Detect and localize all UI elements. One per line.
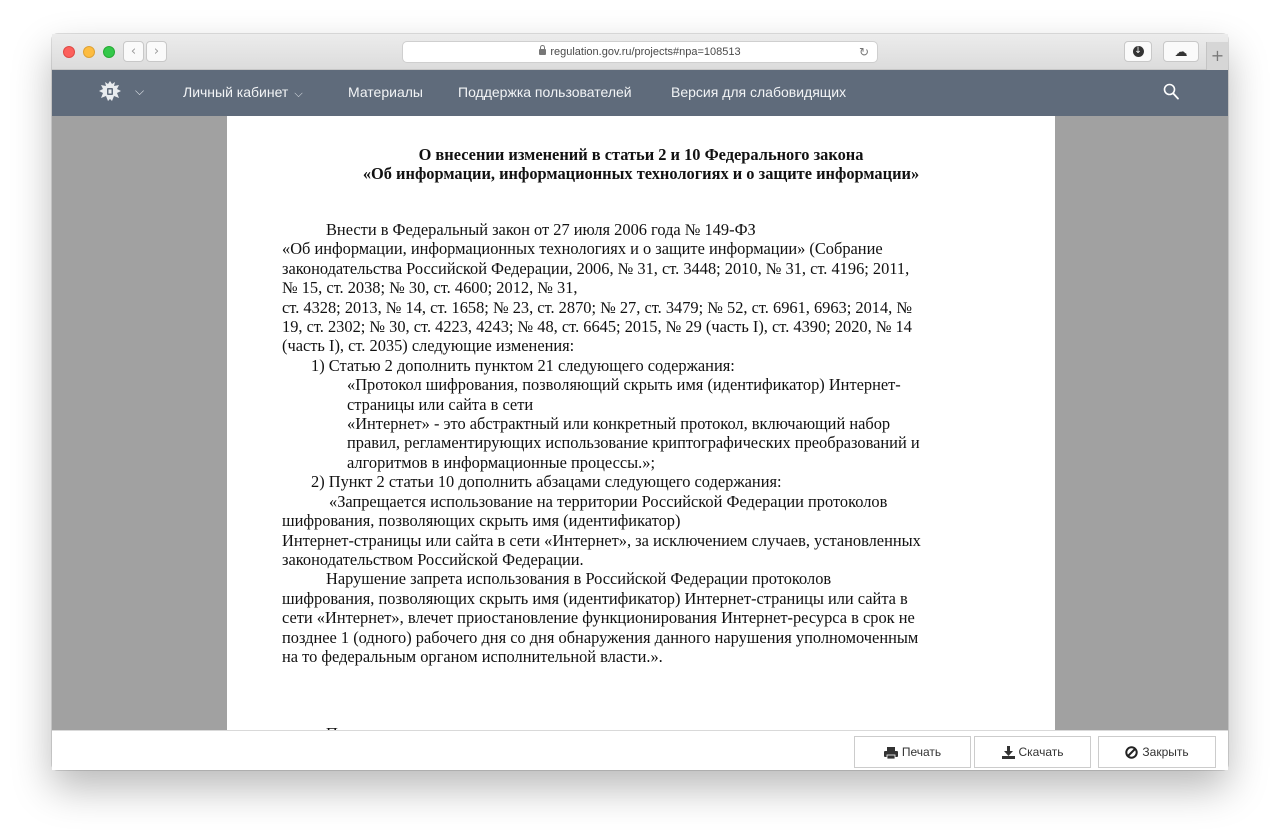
url-text: regulation.gov.ru/projects#npa=108513: [550, 46, 741, 58]
new-tab-button[interactable]: +: [1206, 42, 1228, 70]
body-line: законодательством Российской Федерации.: [282, 549, 584, 569]
body-line: Интернет-страницы или сайта в сети «Интернет», за исключением случаев, установленных: [282, 530, 921, 550]
close-button[interactable]: [1098, 736, 1216, 768]
back-button[interactable]: ‹: [123, 41, 144, 62]
document-page: [227, 116, 1055, 756]
body-line: 1) Статью 2 дополнить пунктом 21 следующего содержания:: [311, 355, 735, 375]
title-line-2: «Об информации, информационных технологиях и о защите информации»: [362, 164, 920, 183]
document-viewer[interactable]: [52, 116, 1228, 730]
body-line: алгоритмов в информационные процессы.»;: [347, 452, 656, 472]
print-button[interactable]: [854, 736, 971, 768]
zoom-window-button[interactable]: [103, 46, 115, 58]
title-line-1: О внесении изменений в статьи 2 и 10 Федерального закона: [418, 145, 864, 164]
close-label: Закрыть: [1142, 745, 1189, 759]
body-line: «Запрещается использование на территории Российской Федерации протоколов: [329, 491, 888, 511]
address-bar[interactable]: [402, 41, 878, 63]
body-line: (часть I), ст. 2035) следующие изменения:: [282, 336, 575, 356]
nav-personal-account[interactable]: Личный кабинет ⌵: [183, 84, 303, 100]
body-line: шифрования, позволяющих скрыть имя (идентификатор) Интернет-страницы или сайта в: [282, 588, 908, 608]
close-window-button[interactable]: [63, 46, 75, 58]
printer-icon: [884, 747, 898, 759]
body-line: сети «Интернет», влечет приостановление функционирования Интернет-ресурса в срок не: [282, 608, 915, 628]
search-icon[interactable]: [1163, 83, 1179, 101]
browser-window: [52, 34, 1228, 770]
body-line: страницы или сайта в сети: [347, 394, 534, 414]
nav-materials[interactable]: Материалы: [348, 84, 423, 100]
download-icon: [1002, 746, 1015, 759]
ban-icon: [1125, 746, 1138, 759]
body-line: «Об информации, информационных технологиях и о защите информации» (Собрание: [282, 239, 883, 259]
body-line: 2) Пункт 2 статьи 10 дополнить абзацами следующего содержания:: [311, 472, 782, 492]
coat-of-arms-icon[interactable]: [98, 79, 122, 105]
body-line: Внести в Федеральный закон от 27 июля 2006 года № 149-ФЗ: [326, 220, 756, 239]
lock-icon: [539, 49, 546, 55]
nav-accessibility-version[interactable]: Версия для слабовидящих: [671, 84, 847, 100]
body-line: Нарушение запрета использования в Российской Федерации протоколов: [326, 569, 832, 589]
browser-titlebar: [52, 34, 1228, 70]
body-line: «Протокол шифрования, позволяющий скрыть имя (идентификатор) Интернет-: [347, 375, 901, 395]
document-title: [227, 145, 1055, 183]
body-line: шифрования, позволяющих скрыть имя (идентификатор): [282, 511, 681, 531]
body-line: правил, регламентирующих использование криптографических преобразований и: [347, 433, 920, 453]
cloud-icon: ☁: [1174, 45, 1188, 60]
nav-user-support[interactable]: Поддержка пользователей: [458, 84, 632, 100]
body-line: 19, ст. 2302; № 30, ст. 4223, 4243; № 48, ст. 6645; 2015, № 29 (часть I), ст. 4390; 2020, № 14: [282, 317, 912, 337]
body-line: ст. 4328; 2013, № 14, ст. 1658; № 23, ст. 2870; № 27, ст. 3479; № 52, ст. 6961, 6963; 2014, №: [282, 297, 913, 317]
site-navigation: [52, 70, 1228, 116]
download-label: Скачать: [1018, 745, 1064, 759]
emblem-chevron-icon[interactable]: ⌵: [135, 84, 145, 98]
body-line: «Интернет» - это абстрактный или конкретный протокол, включающий набор: [347, 414, 891, 434]
download-button[interactable]: [974, 736, 1091, 768]
document-body: [282, 220, 1007, 666]
viewer-toolbar: [52, 730, 1228, 770]
downloads-button[interactable]: [1124, 41, 1152, 62]
body-line: на то федеральным органом исполнительной власти.».: [282, 646, 663, 666]
forward-button[interactable]: ›: [146, 41, 167, 62]
reload-icon[interactable]: ↻: [858, 45, 869, 59]
icloud-tabs-button[interactable]: [1163, 41, 1199, 62]
minimize-window-button[interactable]: [83, 46, 95, 58]
download-arrow-icon: ↓: [1134, 46, 1142, 57]
body-line: законодательства Российской Федерации, 2006, № 31, ст. 3448; 2010, № 31, ст. 4196; 2011,: [282, 258, 910, 278]
print-label: Печать: [901, 745, 942, 759]
body-line: № 15, ст. 2038; № 30, ст. 4600; 2012, № 31,: [282, 278, 578, 298]
chevron-down-icon: ⌵: [294, 87, 303, 100]
body-line: позднее 1 (одного) рабочего дня со дня обнаружения данного нарушения уполномоченным: [282, 627, 919, 647]
